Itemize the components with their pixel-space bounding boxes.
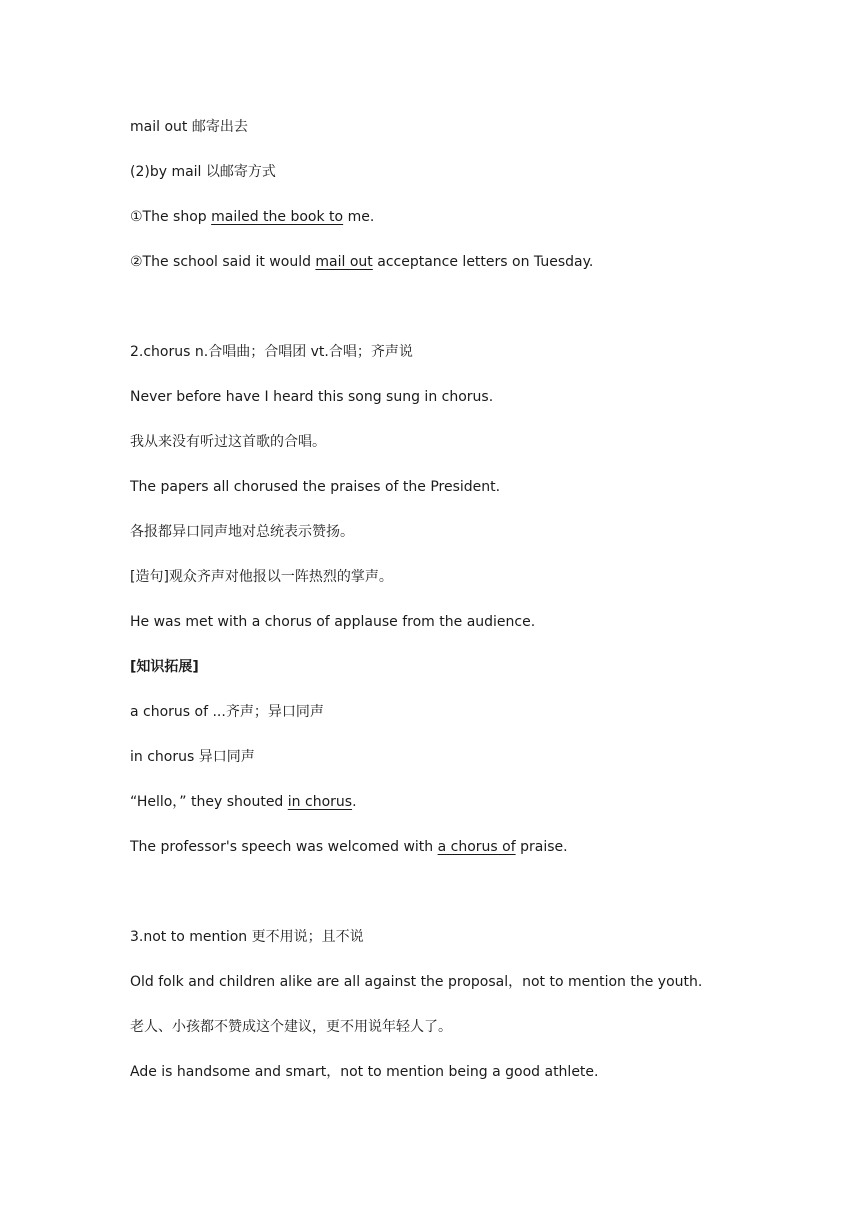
text-line: Never before have I heard this song sung in chorus. <box>130 389 494 405</box>
example-sentence <box>130 252 800 272</box>
text-line: Old folk and children alike are all against the proposal，not to mention the youth. <box>130 974 703 990</box>
text-line: in chorus 异口同声 <box>130 749 255 765</box>
section-heading: 3.not to mention 更不用说；且不说 <box>130 929 364 945</box>
text-line: 老人、小孩都不赞成这个建议，更不用说年轻人了。 <box>130 1019 452 1035</box>
text-line: mail out 邮寄出去 <box>130 119 248 135</box>
text-segment: ②The school said it would <box>130 254 316 270</box>
text-segment: praise. <box>515 839 568 855</box>
underlined-phrase: mailed the book to <box>211 209 344 225</box>
example-sentence <box>130 837 800 857</box>
text-segment: ①The shop <box>130 209 212 225</box>
text-segment: “Hello，” they shouted <box>130 794 288 810</box>
text-line: The papers all chorused the praises of the President. <box>130 479 501 495</box>
text-segment: me. <box>343 209 375 225</box>
text-line: He was met with a chorus of applause from the audience. <box>130 614 536 630</box>
text-line: (2)by mail 以邮寄方式 <box>130 164 276 180</box>
knowledge-heading: [知识拓展] <box>130 659 199 675</box>
text-segment: . <box>352 794 357 810</box>
underlined-phrase: in chorus <box>287 794 353 810</box>
section-heading: 2.chorus n.合唱曲；合唱团 vt.合唱；齐声说 <box>130 344 413 360</box>
underlined-phrase: mail out <box>315 254 373 270</box>
text-segment: acceptance letters on Tuesday. <box>372 254 594 270</box>
example-sentence <box>130 792 800 812</box>
text-line: [造句]观众齐声对他报以一阵热烈的掌声。 <box>130 569 393 585</box>
underlined-phrase: a chorus of <box>437 839 516 855</box>
text-line: a chorus of ...齐声；异口同声 <box>130 704 324 720</box>
example-sentence <box>130 207 800 227</box>
text-line: 我从来没有听过这首歌的合唱。 <box>130 434 326 450</box>
text-line: Ade is handsome and smart，not to mention being a good athlete. <box>130 1064 599 1080</box>
text-segment: The professor's speech was welcomed with <box>130 839 438 855</box>
text-line: 各报都异口同声地对总统表示赞扬。 <box>130 524 354 540</box>
